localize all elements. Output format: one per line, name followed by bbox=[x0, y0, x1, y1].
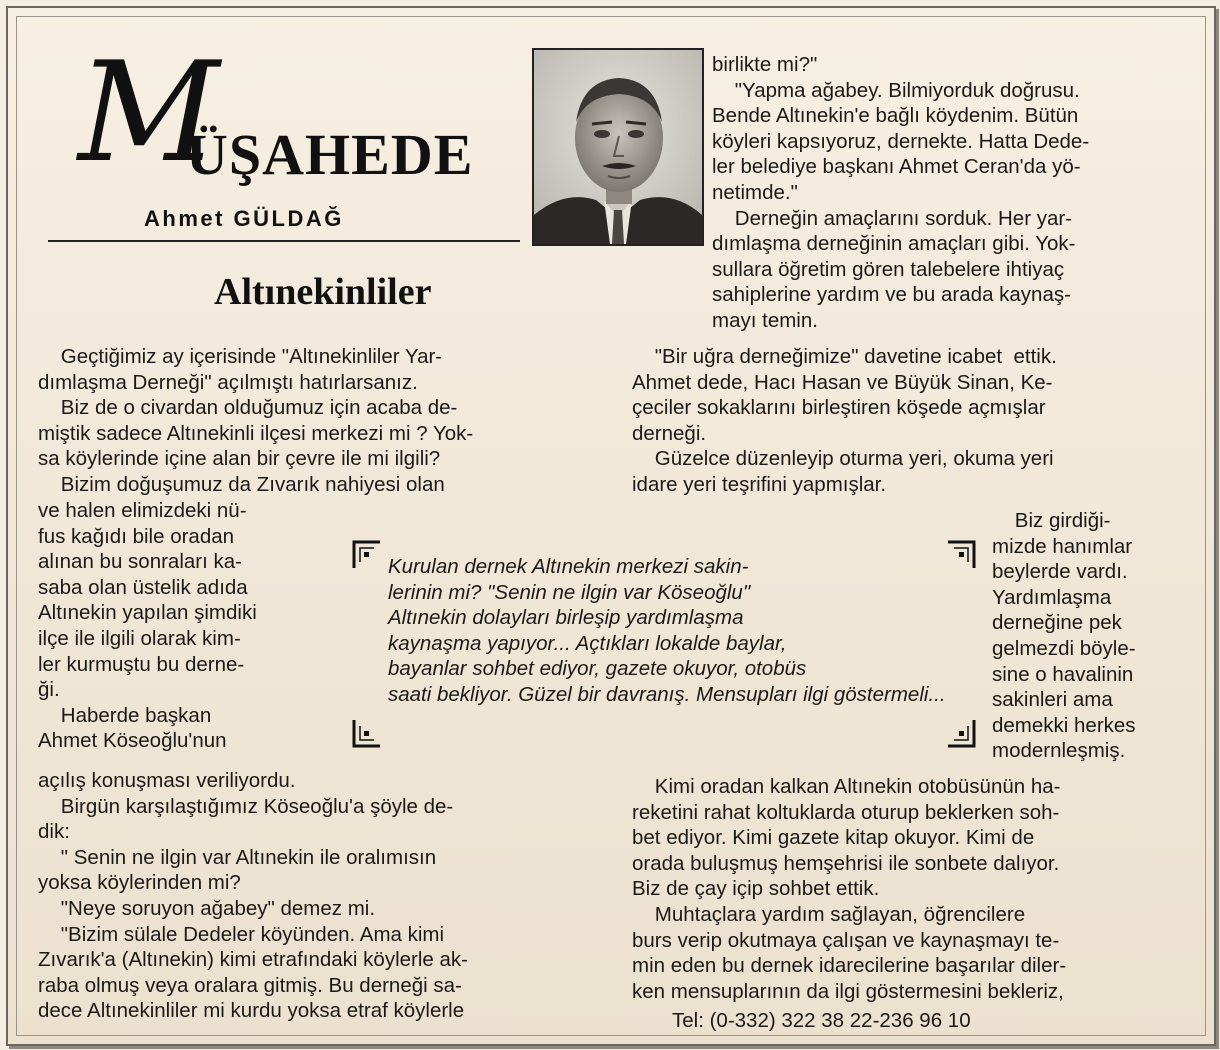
text-line: ilçe ile ilgili olarak kim- bbox=[38, 626, 241, 650]
text-line: modernleşmiş. bbox=[992, 739, 1126, 763]
text-line: raba olmuş veya oralara gitmiş. Bu derneği sa- bbox=[38, 973, 462, 997]
text-line: reketini rahat koltuklarda oturup beklerken soh- bbox=[632, 800, 1060, 824]
text-line: sine o havalinin bbox=[992, 662, 1134, 686]
quote-line: Altınekin dolayları birleşip yardımlaşma bbox=[388, 606, 744, 630]
text-line: orada buluşmuş hemşehrisi ile sonbete dalıyor. bbox=[632, 851, 1060, 875]
text-line: ve halen elimizdeki nü- bbox=[38, 499, 247, 522]
text-line: miştik sadece Altınekinli ilçesi merkezi mi ? Yok- bbox=[38, 421, 474, 445]
column-logo-title: ÜŞAHEDE bbox=[186, 122, 474, 187]
header-rule bbox=[48, 240, 520, 242]
text-line: Haberde başkan bbox=[38, 703, 212, 727]
text-line: burs verip okutmaya çalışan ve kaynaşmayı te- bbox=[632, 928, 1060, 952]
text-line: köyleri kapsıyoruz, dernekte. Hatta Dede- bbox=[712, 129, 1090, 153]
corner-ornament-icon bbox=[946, 718, 976, 748]
column-left-top bbox=[38, 344, 618, 498]
text-line: Biz de o civardan olduğumuz için acaba de- bbox=[38, 396, 458, 420]
column-left-narrow bbox=[38, 498, 338, 754]
newspaper-clipping bbox=[6, 6, 1216, 1046]
text-line: mizde hanımlar bbox=[992, 534, 1133, 558]
text-line: dik: bbox=[38, 820, 70, 844]
quote-line: Kurulan dernek Altınekin merkezi sakin- bbox=[388, 555, 749, 578]
text-line: alınan bu sonraları ka- bbox=[38, 550, 242, 574]
text-line: ler kurmuştu bu derne- bbox=[38, 652, 245, 676]
text-line: netimde." bbox=[712, 180, 798, 204]
text-line: beylerde vardı. bbox=[992, 560, 1128, 584]
text-line: çeciler sokaklarını birleştiren köşede açmışlar bbox=[632, 396, 1046, 420]
author-name: Ahmet GÜLDAĞ bbox=[144, 206, 344, 231]
text-line: dımlaşma derneğinin amaçları gibi. Yok- bbox=[712, 232, 1076, 256]
text-line: sullara öğretim gören talebelere ihtiyaç bbox=[712, 257, 1065, 281]
text-line: ği. bbox=[38, 678, 60, 702]
text-line: ler belediye başkanı Ahmet Ceran'da yö- bbox=[712, 155, 1081, 179]
article-headline: Altınekinliler bbox=[214, 271, 432, 313]
text-line: dımlaşma Derneği" açılmıştı hatırlarsanız. bbox=[38, 370, 418, 394]
text-line: Geçtiğimiz ay içerisinde "Altınekinliler Yar- bbox=[38, 345, 443, 368]
text-line: Bizim doğuşumuz da Zıvarık nahiyesi olan bbox=[38, 472, 445, 496]
corner-ornament-icon bbox=[352, 718, 382, 748]
text-line: "Bizim sülale Dedeler köyünden. Ama kimi bbox=[38, 922, 445, 946]
column-right-mid bbox=[632, 344, 1212, 498]
text-line: açılış konuşması veriliyordu. bbox=[38, 769, 296, 792]
text-line: "Neye soruyon ağabey" demez mi. bbox=[38, 896, 376, 920]
text-line: Derneğin amaçlarını sorduk. Her yar- bbox=[712, 206, 1073, 230]
text-line: ken mensuplarının da ilgi göstermesini bekleriz, bbox=[632, 979, 1064, 1003]
corner-ornament-icon bbox=[352, 540, 382, 570]
text-line: idare yeri teşrifini yapmışlar. bbox=[632, 472, 887, 496]
text-line: Zıvarık'a (Altınekin) kimi etrafındaki köylerle ak- bbox=[38, 948, 468, 972]
quote-line: saati bekliyor. Güzel bir davranış. Mensupları bbox=[388, 682, 798, 706]
corner-ornament-icon bbox=[946, 540, 976, 570]
quote-line: lerinin mi? "Senin ne ilgin var Köseoğlu" bbox=[388, 580, 751, 604]
text-line: dece Altınekinliler mi kurdu yoksa etraf köylerle bbox=[38, 999, 465, 1023]
text-line: sahiplerine yardım ve bu arada kaynaş- bbox=[712, 283, 1071, 307]
author-photo bbox=[532, 48, 704, 246]
text-line: saba olan üstelik adıda bbox=[38, 575, 248, 599]
text-line: bet ediyor. Kimi gazete kitap okuyor. Kimi de bbox=[632, 826, 1035, 850]
text-line: Yardımlaşma bbox=[992, 585, 1112, 609]
text-line: Biz de çay içip sohbet ettik. bbox=[632, 877, 880, 901]
text-line: "Yapma ağabey. Bilmiyorduk doğrusu. bbox=[712, 78, 1080, 102]
text-line: birlikte mi?" bbox=[712, 53, 818, 76]
quote-line: ilgi göstermeli... bbox=[803, 682, 946, 706]
text-line: Bende Altınekin'e bağlı köydenim. Bütün bbox=[712, 104, 1079, 128]
text-line: derneği. bbox=[632, 421, 707, 445]
text-line: Altınekin yapılan şimdiki bbox=[38, 601, 257, 625]
text-line: Biz girdiği- bbox=[992, 509, 1111, 532]
text-line: Ahmet dede, Hacı Hasan ve Büyük Sinan, Ke- bbox=[632, 370, 1053, 394]
text-line: derneğine pek bbox=[992, 611, 1122, 635]
text-line: min eden bu dernek idarecilerine başarılar diler- bbox=[632, 954, 1067, 978]
text-line: Muhtaçlara yardım sağlayan, öğrencilere bbox=[632, 902, 1026, 926]
text-line: demekki herkes bbox=[992, 713, 1136, 737]
text-line: Kimi oradan kalkan Altınekin otobüsünün ha- bbox=[632, 775, 1061, 798]
pull-quote-text bbox=[388, 554, 948, 708]
text-line: yoksa köylerinden mi? bbox=[38, 871, 241, 895]
text-line: sakinleri ama bbox=[992, 688, 1113, 712]
text-line: mayı temin. bbox=[712, 308, 818, 332]
column-left-bottom bbox=[38, 768, 618, 1024]
text-line: gelmezdi böyle- bbox=[992, 636, 1136, 660]
text-line: Ahmet Köseoğlu'nun bbox=[38, 729, 227, 753]
portrait-image bbox=[534, 50, 702, 244]
text-line: sa köylerinde içine alan bir çevre ile mi ilgili? bbox=[38, 447, 441, 471]
quote-line: kaynaşma yapıyor... Açtıkları lokalde baylar, bbox=[388, 631, 787, 655]
quote-line: bayanlar sohbet ediyor, gazete okuyor, otobüs bbox=[388, 657, 807, 681]
text-line: fus kağıdı bile oradan bbox=[38, 524, 235, 548]
contact-phone: Tel: (0-332) 322 38 22-236 96 10 bbox=[672, 1009, 971, 1032]
column-right-bottom bbox=[632, 774, 1212, 1004]
column-logo-initial: M bbox=[78, 32, 220, 193]
text-line: "Bir uğra derneğimize" davetine icabet ettik. bbox=[632, 345, 1057, 368]
column-top-right bbox=[712, 52, 1202, 334]
text-line: Birgün karşılaştığımız Köseoğlu'a şöyle de- bbox=[38, 794, 454, 818]
text-line: " Senin ne ilgin var Altınekin ile oralımısın bbox=[38, 845, 437, 869]
column-right-narrow bbox=[992, 508, 1197, 764]
text-line: Güzelce düzenleyip oturma yeri, okuma yeri bbox=[632, 447, 1054, 471]
